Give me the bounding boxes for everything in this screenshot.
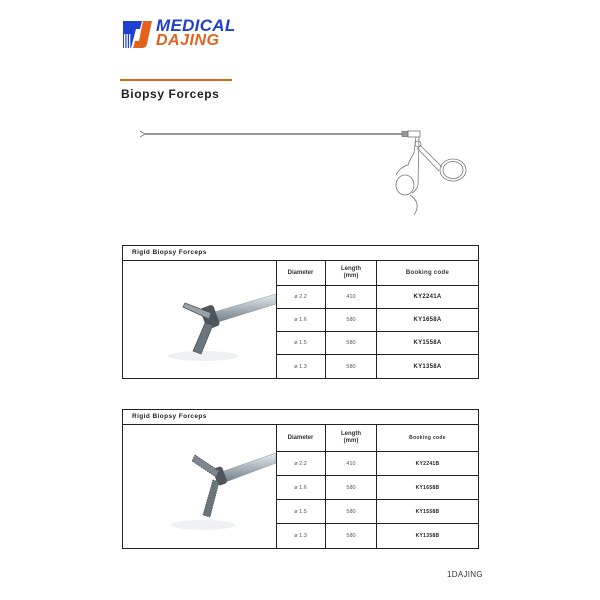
cell-length: 580 [326, 524, 377, 548]
title-divider [120, 79, 232, 81]
cell-length: 580 [326, 332, 377, 354]
cell-length: 410 [326, 452, 377, 475]
table-header-row [276, 425, 478, 452]
table-title: Rigid Biopsy Forceps [123, 410, 478, 425]
cell-booking-code: KY1558A [413, 340, 442, 346]
page-title: Biopsy Forceps [121, 87, 220, 101]
table-header-row [276, 261, 478, 286]
product-photo [123, 261, 277, 378]
table-title: Rigid Biopsy Forceps [123, 246, 478, 261]
header-diameter: Diameter [276, 261, 326, 285]
cell-length: 580 [326, 355, 377, 378]
page-footer: 1DAJING [447, 570, 483, 579]
table-row [276, 332, 478, 355]
header-length-line1: Length [341, 266, 361, 272]
cell-diameter: ø 1.5 [276, 332, 326, 354]
cell-diameter: ø 1.5 [276, 500, 326, 523]
header-length-line2: (mm) [343, 273, 359, 279]
forceps-cup-jaw-icon [123, 261, 276, 379]
header-length-line2: (mm) [343, 438, 359, 444]
table-row [276, 452, 478, 476]
cell-length: 580 [326, 476, 377, 499]
cell-diameter: ø 1.6 [276, 476, 326, 499]
cell-diameter: ø 2.2 [276, 286, 326, 308]
cell-diameter: ø 1.3 [276, 524, 326, 548]
header-length [326, 261, 377, 285]
header-length [326, 425, 377, 451]
cell-length: 580 [326, 500, 377, 523]
cell-diameter: ø 1.3 [276, 355, 326, 378]
table-row [276, 524, 478, 548]
forceps-serrated-jaw-icon [123, 425, 276, 549]
header-length-line1: Length [341, 431, 361, 437]
cell-diameter: ø 1.6 [276, 309, 326, 331]
cell-length: 410 [326, 286, 377, 308]
table-row [276, 500, 478, 524]
table-row [276, 286, 478, 309]
cell-booking-code: KY1358B [415, 533, 440, 539]
spec-grid [276, 425, 478, 548]
brand-line-2: DAJING [156, 32, 220, 49]
table-row [276, 476, 478, 500]
cell-booking-code: KY1658B [415, 484, 440, 491]
cell-booking-code: KY2241A [413, 294, 442, 300]
dajing-logo-icon [122, 18, 154, 50]
table-row [276, 309, 478, 332]
cell-booking-code: KY1658A [413, 317, 442, 323]
cell-booking-code: KY1558B [415, 508, 440, 515]
product-table-serrated-jaw [122, 409, 479, 549]
header-booking-code: Booking code [409, 434, 446, 441]
header-diameter: Diameter [276, 425, 326, 451]
product-photo [123, 425, 277, 548]
brand-line-1: MEDICAL [156, 16, 236, 35]
brand-logo [122, 18, 262, 50]
cell-booking-code: KY2241B [415, 460, 440, 467]
spec-grid [276, 261, 478, 378]
cell-booking-code: KY1358A [413, 363, 442, 370]
biopsy-forceps-drawing [140, 125, 485, 217]
header-booking-code: Booking code [405, 269, 450, 276]
cell-diameter: ø 2.2 [276, 452, 326, 475]
table-row [276, 355, 478, 378]
cell-length: 580 [326, 309, 377, 331]
product-table-cup-jaw [122, 245, 479, 379]
